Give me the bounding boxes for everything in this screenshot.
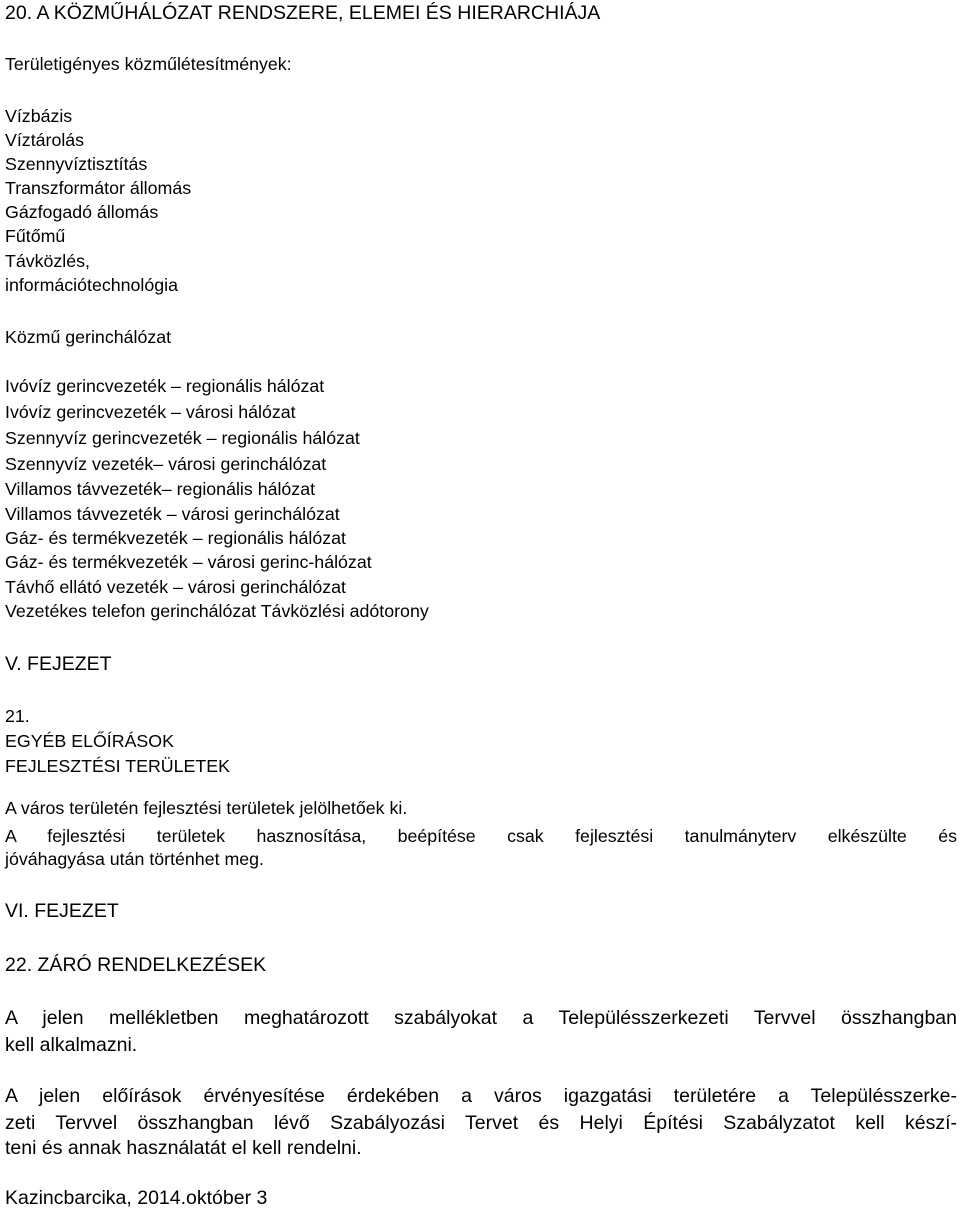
list-item: Szennyvíztisztítás — [5, 154, 148, 174]
section-20-heading: 20. A KÖZMŰHÁLÓZAT RENDSZERE, ELEMEI ÉS HIERARCHIÁJA — [5, 2, 601, 24]
list-item: Ivóvíz gerincvezeték – regionális hálózat — [5, 376, 325, 396]
closing-paragraph: teni és annak használatát el kell rendelni. — [5, 1137, 362, 1159]
backbone-title: Közmű gerinchálózat — [5, 327, 172, 347]
list-item: Víztárolás — [5, 130, 85, 150]
closing-paragraph: A jelen előírások érvényesítése érdekében a város igazgatási területére a Településszerke- — [5, 1085, 957, 1107]
list-item: Villamos távvezeték– regionális hálózat — [5, 479, 316, 499]
list-item: Villamos távvezeték – városi gerinchálózat — [5, 504, 340, 524]
list-item: Gáz- és termékvezeték – regionális hálózat — [5, 528, 346, 548]
place-date: Kazincbarcika, 2014.október 3 — [5, 1187, 268, 1209]
list-item: információtechnológia — [5, 275, 178, 295]
area-facilities-title: Területigényes közműlétesítmények: — [5, 54, 292, 74]
list-item: Szennyvíz gerincvezeték – regionális hálózat — [5, 428, 360, 448]
section-21-number: 21. — [5, 706, 30, 726]
chapter-vi-heading: VI. FEJEZET — [5, 900, 119, 922]
list-item: Gázfogadó állomás — [5, 202, 159, 222]
section-21-paragraph: A fejlesztési területek hasznosítása, beépítése csak fejlesztési tanulmányterv elkészülte és — [5, 826, 957, 846]
list-item: Szennyvíz vezeték– városi gerinchálózat — [5, 454, 327, 474]
section-21-title: EGYÉB ELŐÍRÁSOK — [5, 731, 174, 751]
list-item: Távközlés, — [5, 251, 90, 271]
list-item: Vízbázis — [5, 106, 73, 126]
list-item: Gáz- és termékvezeték – városi gerinc-hálózat — [5, 552, 372, 572]
section-21-paragraph: A város területén fejlesztési területek jelölhetőek ki. — [5, 798, 408, 818]
list-item: Transzformátor állomás — [5, 178, 192, 198]
section-21-paragraph: jóváhagyása után történhet meg. — [5, 849, 264, 869]
list-item: Fűtőmű — [5, 226, 66, 246]
list-item: Vezetékes telefon gerinchálózat Távközlési adótorony — [5, 601, 429, 621]
section-22-heading: 22. ZÁRÓ RENDELKEZÉSEK — [5, 954, 267, 976]
closing-paragraph: zeti Tervvel összhangban lévő Szabályozási Tervet és Helyi Építési Szabályzatot kell készí- — [5, 1112, 957, 1134]
closing-paragraph: A jelen mellékletben meghatározott szabályokat a Településszerkezeti Tervvel összhangban — [5, 1007, 957, 1029]
list-item: Távhő ellátó vezeték – városi gerinchálózat — [5, 577, 346, 597]
closing-paragraph: kell alkalmazni. — [5, 1034, 138, 1056]
chapter-v-heading: V. FEJEZET — [5, 653, 112, 675]
list-item: Ivóvíz gerincvezeték – városi hálózat — [5, 402, 296, 422]
section-21-subtitle: FEJLESZTÉSI TERÜLETEK — [5, 756, 230, 776]
